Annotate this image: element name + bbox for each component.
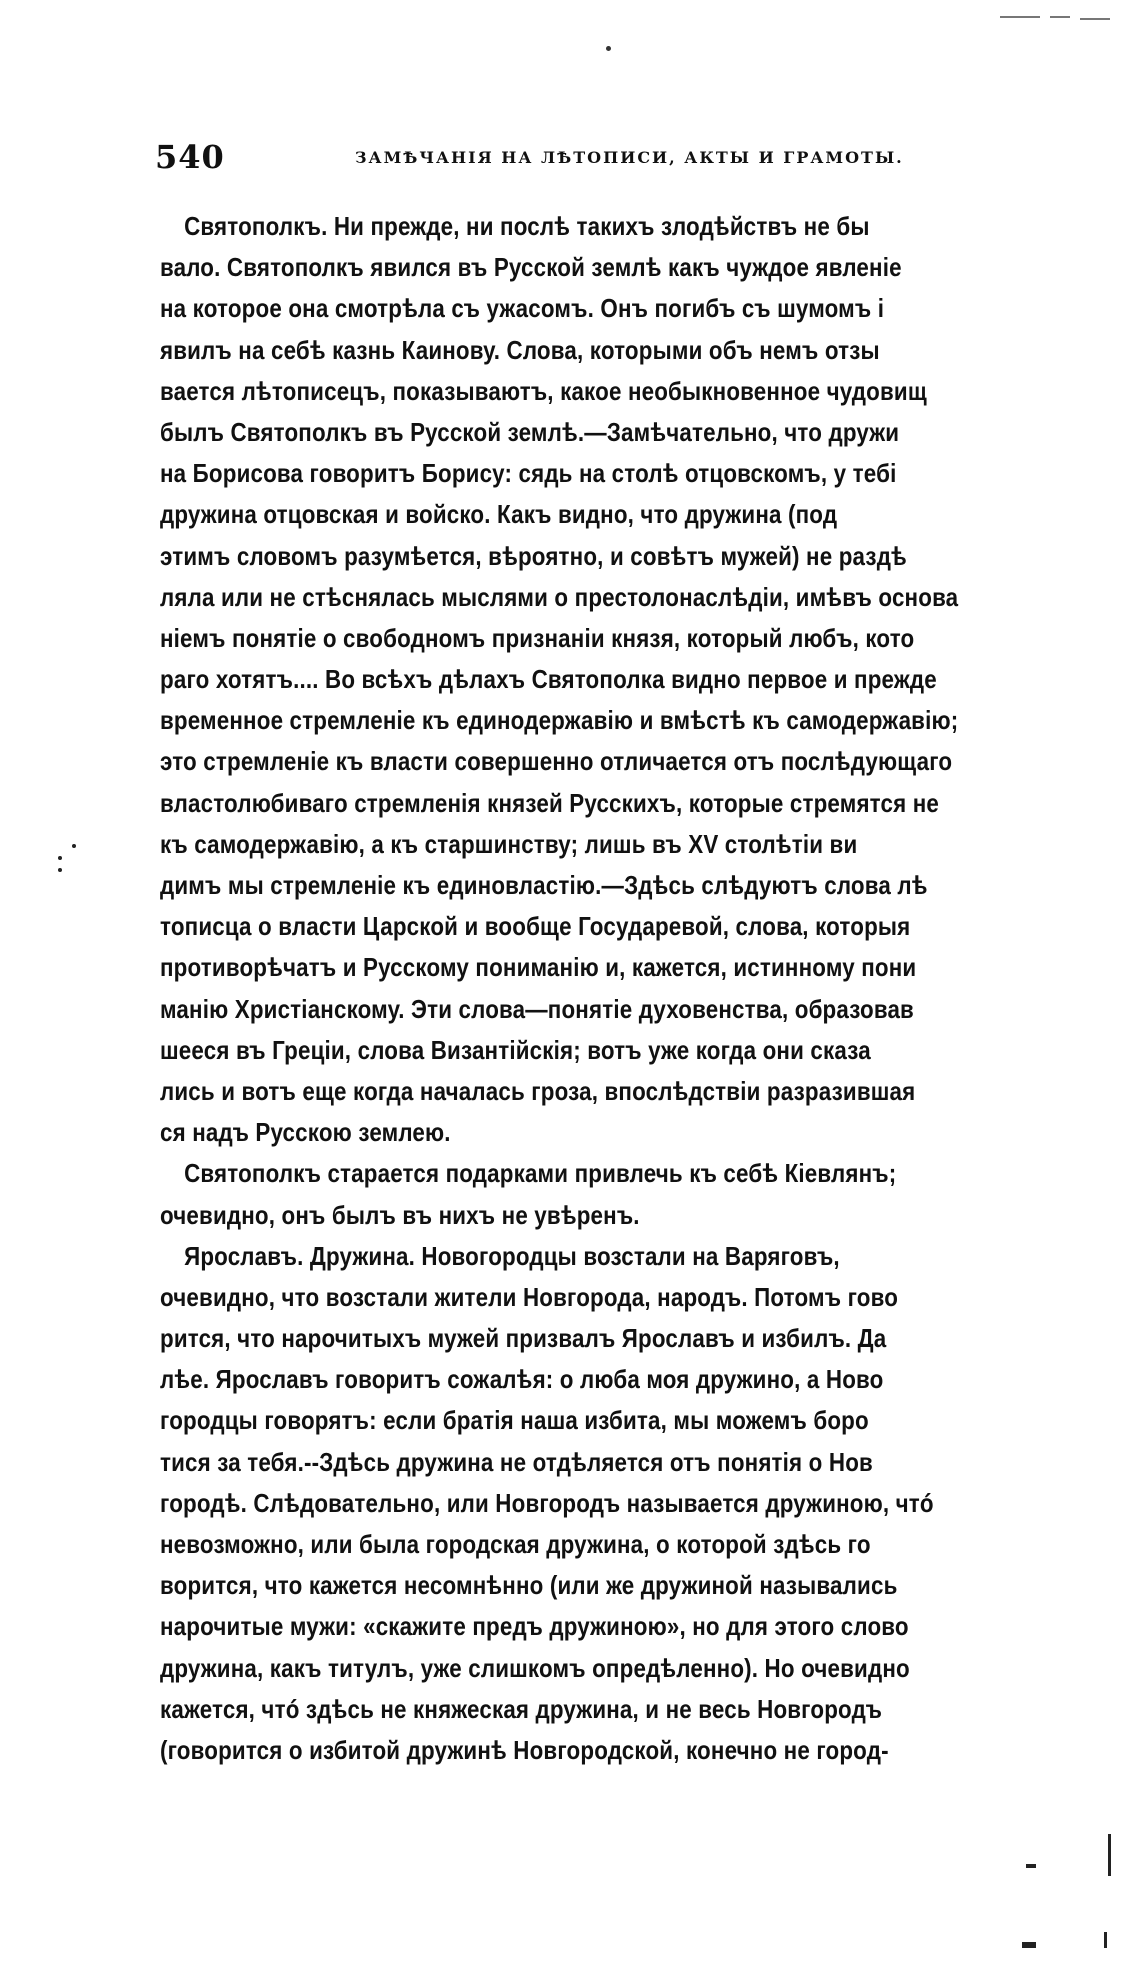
text-line: очевидно, онъ былъ въ нихъ не увѣренъ. [160,1199,640,1230]
text-line: Святополкъ. Ни прежде, ни послѣ такихъ злодѣйствъ не бы [184,211,870,241]
text-line: явилъ на себѣ казнь Каинову. Слова, которыми объ немъ отзы [160,334,880,365]
text-line: димъ мы стремленіе къ единовластію.—Здѣсь слѣдуютъ слова лѣ [160,870,928,900]
scan-edge-mark [1104,1932,1107,1948]
body-text [160,206,1120,1771]
text-line: это стремленіе къ власти совершенно отличается отъ послѣдующаго [160,746,953,777]
scan-edge-mark [1026,1864,1036,1868]
text-line: ляла или не стѣснялась мыслями о престолонаслѣдіи, имѣвъ основа [160,581,959,612]
text-line: къ самодержавію, а къ старшинству; лишь въ XV столѣтіи ви [160,828,858,859]
text-line: дружина, какъ титулъ, уже слишкомъ опредѣленно). Но очевидно [160,1652,910,1683]
text-line: (говорится о избитой дружинѣ Новгородской, конечно не город- [160,1734,889,1765]
text-line: кажется, чтó здѣсь не княжеская дружина, и не весь Новгородъ [160,1693,883,1724]
running-head [155,138,1115,178]
text-line: вало. Святополкъ явился въ Русской землѣ какъ чуждое явленіе [160,252,902,283]
text-line: шееся въ Греціи, слова Византійскія; вотъ уже когда они сказа [160,1034,871,1065]
running-title: ЗАМѢЧАНІЯ НА ЛѢТОПИСИ, АКТЫ И ГРАМОТЫ. [355,148,904,167]
text-line: былъ Святополкъ въ Русской землѣ.—Замѣчательно, что дружи [160,416,900,447]
text-line: Святополкъ старается подарками привлечь къ себѣ Кіевлянъ; [184,1158,897,1189]
text-line: очевидно, что возстали жители Новгорода, народъ. Потомъ гово [160,1281,899,1312]
scan-edge-mark [1108,1834,1111,1876]
scan-edge-marks [1000,16,1120,20]
text-line: городѣ. Слѣдовательно, или Новгородъ называется дружиною, чтó [160,1487,934,1518]
text-line: Ярославъ. Дружина. Новогородцы возстали на Варяговъ, [184,1240,840,1271]
text-line: рится, что нарочитыхъ мужей призвалъ Ярославъ и избилъ. Да [160,1323,887,1354]
text-line: лись и вотъ еще когда началась гроза, впослѣдствіи разразившая [160,1075,916,1106]
margin-specks [58,844,98,884]
text-line: временное стремленіе къ единодержавію и вмѣстѣ къ самодержавію; [160,705,959,736]
text-line: ніемъ понятіе о свободномъ признаніи князя, который любъ, кото [160,622,915,653]
text-line: вается лѣтописецъ, показываютъ, какое необыкновенное чудовищ [160,375,927,406]
text-line: городцы говорятъ: если братія наша избита, мы можемъ бoро [160,1405,869,1436]
text-line: тися за тебя.--Здѣсь дружина не отдѣляется отъ понятія о Нов [160,1446,873,1477]
text-line: ся надъ Русскою землею. [160,1117,451,1148]
text-line: ворится, что кажется несомнѣнно (или же дружиной назывались [160,1570,898,1601]
text-line: раго хотятъ.... Во всѣхъ дѣлахъ Святополка видно первое и прежде [160,664,937,695]
text-line: дружина отцовская и войско. Какъ видно, что дружина (под [160,499,838,530]
text-line: манію Христіанскому. Эти слова—понятіе духовенства, образовав [160,993,914,1024]
text-line: тописца о власти Царской и вообще Государевой, слова, которыя [160,911,911,942]
text-line: нарочитые мужи: «скажите предъ дружиною», но для этого слово [160,1611,909,1642]
page-number: 540 [155,138,225,176]
scan-edge-mark [1022,1942,1036,1948]
scan-speck [606,46,611,51]
text-line: на которое она смотрѣла съ ужасомъ. Онъ погибъ съ шумомъ і [160,293,885,324]
text-line: невозможно, или была городская дружина, о которой здѣсь го [160,1529,871,1559]
text-line: властолюбиваго стремленія князей Русскихъ, которые стремятся не [160,787,940,818]
text-line: на Борисова говоритъ Борису: сядь на столѣ отцовскомъ, у тебі [160,458,897,489]
text-line: лѣе. Ярославъ говоритъ сожалѣя: о люба моя дружино, а Ново [160,1364,884,1395]
text-line: противорѣчатъ и Русскому пониманію и, кажется, истинному пони [160,952,917,983]
text-line: этимъ словомъ разумѣется, вѣроятно, и совѣтъ мужей) не раздѣ [160,540,907,571]
